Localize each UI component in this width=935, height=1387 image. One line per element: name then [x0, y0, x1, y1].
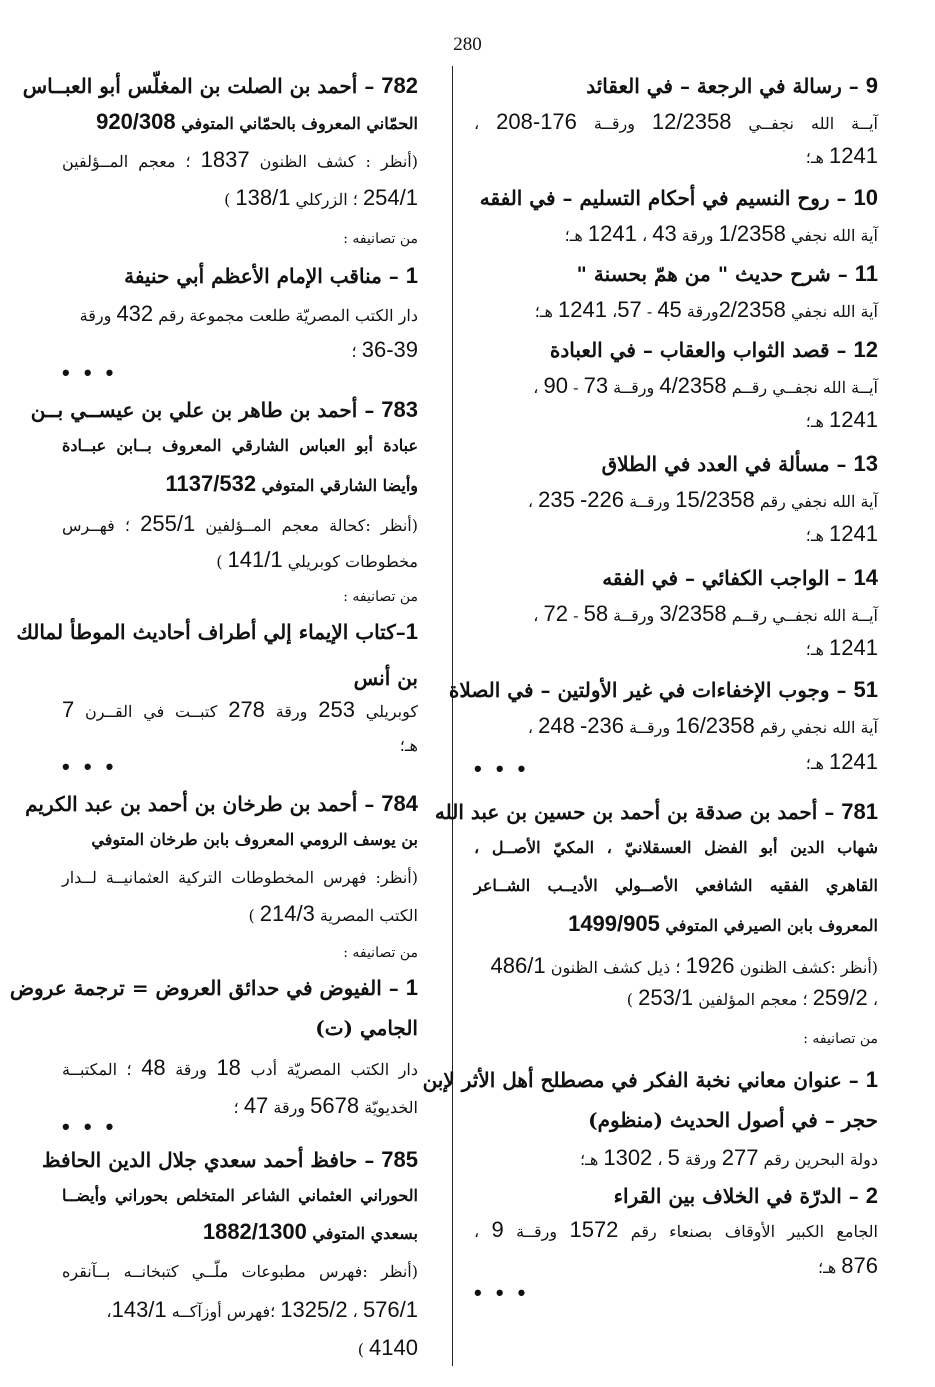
works-label: من تصانيفه : — [803, 1031, 878, 1047]
reference-line: الخديويّة 5678 ورقة 47 ؛ — [233, 1093, 418, 1118]
entry-text: وأيضا الشارقي المتوفي 1137/532 — [165, 471, 418, 496]
reference-line: دار الكتب المصريّة أدب 18 ورقة 48 ؛ المكتبــة — [62, 1055, 418, 1080]
reference-line: آية الله نجفي رقم 16/2358 ورقــة 236- 248 ، — [527, 713, 878, 738]
reference-line: آية الله نجفي 2/2358ورقة 45 - 57، 1241 هـ؛ — [534, 297, 878, 322]
reference-line: 576/1 ، 1325/2 ؛فهرس أوزآكــه 143/1، — [106, 1297, 418, 1322]
entry-heading: 1–كتاب الإيماء إلي أطراف أحاديث الموطأ لمالك — [16, 619, 418, 644]
entry-heading: 785 – حافظ أحمد سعدي جلال الدين الحافظ — [42, 1147, 418, 1172]
entry-text: عبادة أبو العباس الشارقي المعروف بــابن عبــادة — [62, 436, 418, 455]
reference-line: 36-39 ؛ — [351, 337, 418, 362]
section-separator: • • • — [62, 360, 118, 385]
entry-heading: 10 – روح النسيم في أحكام التسليم – في الفقه — [479, 185, 878, 210]
entry-heading: 782 – أحمد بن الصلت بن المغلّس أبو العبــاس — [22, 73, 418, 98]
reference-line: (أنظر :كشف الظنون 1926 ؛ ذيل كشف الظنون 486/1 — [490, 953, 878, 978]
section-separator: • • • — [474, 756, 530, 781]
entry-heading: حجر – في أصول الحديث (منظوم) — [588, 1108, 878, 1132]
reference-line: آية الله نجفي رقم 15/2358 ورقــة 226- 235 ، — [527, 487, 878, 512]
entry-heading: 1 – مناقب الإمام الأعظم أبي حنيفة — [124, 263, 418, 288]
reference-line: هـ؛ — [399, 736, 418, 755]
entry-heading: 14 – الواجب الكفائي – في الفقه — [602, 565, 878, 590]
entry-heading: 11 – شرح حديث " من همّ بحسنة " — [576, 261, 878, 286]
reference-line: (أنظر :كحالة معجم المــؤلفين 255/1 ؛ فهــرس — [62, 511, 418, 536]
entry-heading: 9 – رسالة في الرجعة – في العقائد — [586, 73, 878, 98]
reference-line: مخطوطات كوبريلي 141/1 ) — [216, 547, 418, 572]
section-separator: • • • — [474, 1280, 530, 1305]
reference-line: آيــة الله نجفــي رقــم 3/2358 ورقــة 58 - 72 ، — [533, 601, 878, 626]
works-label: من تصانيفه : — [343, 945, 418, 961]
reference-line: (أنظر :فهرس مطبوعات ملّــي كتبخانــه بــآنقره — [62, 1262, 418, 1281]
section-separator: • • • — [62, 1114, 118, 1139]
reference-line: 876 هـ؛ — [817, 1253, 878, 1278]
works-label: من تصانيفه : — [343, 231, 418, 247]
reference-line: 4140 ) — [357, 1335, 418, 1360]
reference-line: 254/1 ؛ الزركلي 138/1 ) — [224, 185, 418, 210]
entry-heading: 13 – مسألة في العدد في الطلاق — [601, 451, 878, 476]
reference-line: 1241 هـ؛ — [805, 521, 878, 546]
entry-heading: 2 – الدرّة في الخلاف بين القراء — [613, 1183, 878, 1208]
entry-text: الحوراني العثماني الشاعر المتخلص بحوراني وأيضــا — [62, 1186, 418, 1205]
reference-line: الجامع الكبير الأوقاف بصنعاء رقم 1572 ورقــة 9 ، — [474, 1217, 879, 1242]
entry-heading: 51 – وجوب الإخفاءات في غير الأولتين – في الصلاة — [448, 677, 878, 702]
reference-line: 1241 هـ؛ — [805, 143, 878, 168]
reference-line: دولة البحرين رقم 277 ورقة 5 ، 1302 هـ؛ — [580, 1145, 878, 1170]
entry-heading: 781 – أحمد بن صدقة بن أحمد بن حسين بن عبد الله — [434, 799, 878, 824]
entry-heading: الجامي (ت) — [315, 1016, 418, 1040]
entry-text: بن يوسف الرومي المعروف بابن طرخان المتوفي — [91, 830, 418, 849]
reference-line: دار الكتب المصريّة طلعت مجموعة رقم 432 ورقة — [79, 301, 418, 326]
reference-line: 1241 هـ؛ — [805, 407, 878, 432]
reference-line: 1241 هـ؛ — [805, 635, 878, 660]
reference-line: الكتب المصرية 214/3 ) — [248, 901, 418, 926]
entry-text: المعروف بابن الصيرفي المتوفي 1499/905 — [568, 911, 878, 936]
entry-text: الحمّاني المعروف بالحمّاني المتوفي 920/308 — [96, 109, 418, 134]
entry-heading: 12 – قصد الثواب والعقاب – في العبادة — [549, 337, 878, 362]
entry-heading: 1 – الفيوض في حدائق العروض = ترجمة عروض — [9, 975, 418, 1000]
reference-line: كوبريلي 253 ورقة 278 كتبــت في القــرن 7 — [62, 697, 418, 722]
entry-heading: 783 – أحمد بن طاهر بن علي بن عيســي بــن — [30, 397, 418, 422]
reference-line: آيــة الله نجفــي 12/2358 ورقــة 176-208 ، — [474, 109, 879, 134]
section-separator: • • • — [62, 754, 118, 779]
entry-text: شهاب الدين أبو الفضل العسقلانيّ ، المكيّ الأصــل ، — [474, 838, 878, 857]
reference-line: (أنظر : كشف الظنون 1837 ؛ معجم المــؤلفين — [62, 147, 418, 172]
entry-text: القاهري الفقيه الشافعي الأصــولي الأديــب الشــاعر — [474, 876, 878, 895]
reference-line: آية الله نجفي 1/2358 ورقة 43 ، 1241 هـ؛ — [564, 221, 878, 246]
entry-text: بسعدي المتوفي 1882/1300 — [202, 1219, 418, 1244]
reference-line: آيــة الله نجفــي رقــم 4/2358 ورقــة 73 - 90 ، — [533, 373, 878, 398]
reference-line: ، 259/2 ؛ معجم المؤلفين 253/1 ) — [626, 985, 878, 1010]
entry-heading: بن أنس — [353, 666, 418, 690]
reference-line: 1241 هـ؛ — [805, 749, 878, 774]
reference-line: (أنظر: فهرس المخطوطات التركية العثمانيــة لــدار — [62, 868, 418, 887]
column-divider — [452, 66, 453, 1366]
entry-heading: 1 – عنوان معاني نخبة الفكر في مصطلح أهل الأثر لإبن — [422, 1067, 878, 1092]
works-label: من تصانيفه : — [343, 589, 418, 605]
entry-heading: 784 – أحمد بن طرخان بن أحمد بن عبد الكريم — [25, 791, 418, 816]
page-number: 280 — [453, 34, 482, 55]
